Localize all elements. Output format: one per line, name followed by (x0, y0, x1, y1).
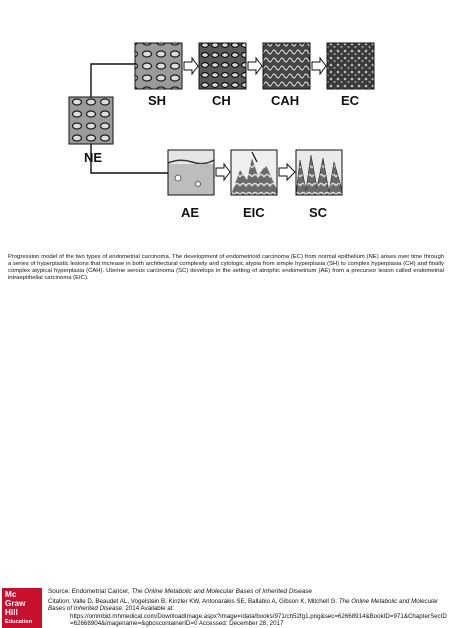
progression-diagram (0, 0, 450, 250)
logo-line-1: Mc (5, 590, 17, 599)
citation-title: The Online Metabolic and Molecular Bases of Inherited Disease; (48, 598, 438, 613)
label-ec: EC (341, 93, 360, 108)
source-title: The Online Metabolic and Molecular Bases of Inherited Disease (131, 588, 312, 595)
label-eic: EIC (243, 205, 265, 220)
panel-ne (69, 97, 113, 144)
panel-sh (135, 43, 182, 89)
logo-line-2: Graw (5, 599, 26, 609)
arrow-ch-cah (248, 58, 262, 74)
logo-line-3: Hill (5, 608, 18, 618)
source-line (48, 588, 312, 595)
panel-eic (231, 150, 277, 195)
connector-bottom (91, 144, 168, 173)
citation-footer (0, 292, 450, 628)
citation-url[interactable]: https://ommbid.mhmedical.com/DownloadImage.aspx?image=/data/books/971/ch52fg1.png&sec=62668914&BookID=971&ChapterSecID=62668904&imagename=&gboscontainerID=0 Accessed: December 28, 2017 (70, 612, 447, 628)
panel-ae (168, 150, 214, 195)
citation-suffix: 2014 Available at: (123, 605, 175, 613)
label-ae: AE (181, 205, 200, 220)
source-prefix: Source: Endometrial Cancer, (48, 588, 132, 595)
panel-sc (296, 150, 342, 195)
panel-cah (263, 43, 310, 89)
label-sh: SH (148, 93, 167, 108)
label-ne: NE (84, 150, 103, 165)
arrow-ae-eic (216, 164, 230, 180)
citation-block (48, 598, 448, 628)
arrow-cah-ec (312, 58, 326, 74)
panel-ch (199, 43, 246, 89)
citation-prefix: Citation: Valle D, Beaudet AL, Vogelstein B, Kinzler KW, Antonarakis SE, Ballabio A, Gibson K, Mitchell G. (48, 598, 339, 605)
label-cah: CAH (271, 93, 300, 108)
label-ch: CH (212, 93, 231, 108)
label-sc: SC (309, 205, 328, 220)
connector-top (91, 64, 135, 97)
mcgraw-hill-logo (2, 588, 42, 628)
figure-caption: Progression model of the two types of endometrial carcinoma. The development of endometrioid carcinoma (EC) from normal epithelium (NE) arises over time through a series of hyperplastic lesions that increase in both architectural complexity and cytologic atypia from simple hyperplasia (SH) to complex hyperplasia (CH) and finally complex atypical hyperplasia (CAH). Uterine serous carcinoma (SC) develops in the setting of atrophic endometrium (AE) from a precursor lesion called endometrial intraepithelial carcinoma (EIC). (8, 254, 444, 282)
logo-line-4: Education (5, 618, 33, 625)
arrow-eic-sc (279, 164, 295, 180)
arrow-sh-ch (184, 58, 198, 74)
progression-figure (0, 0, 450, 250)
panel-ec (327, 43, 374, 89)
